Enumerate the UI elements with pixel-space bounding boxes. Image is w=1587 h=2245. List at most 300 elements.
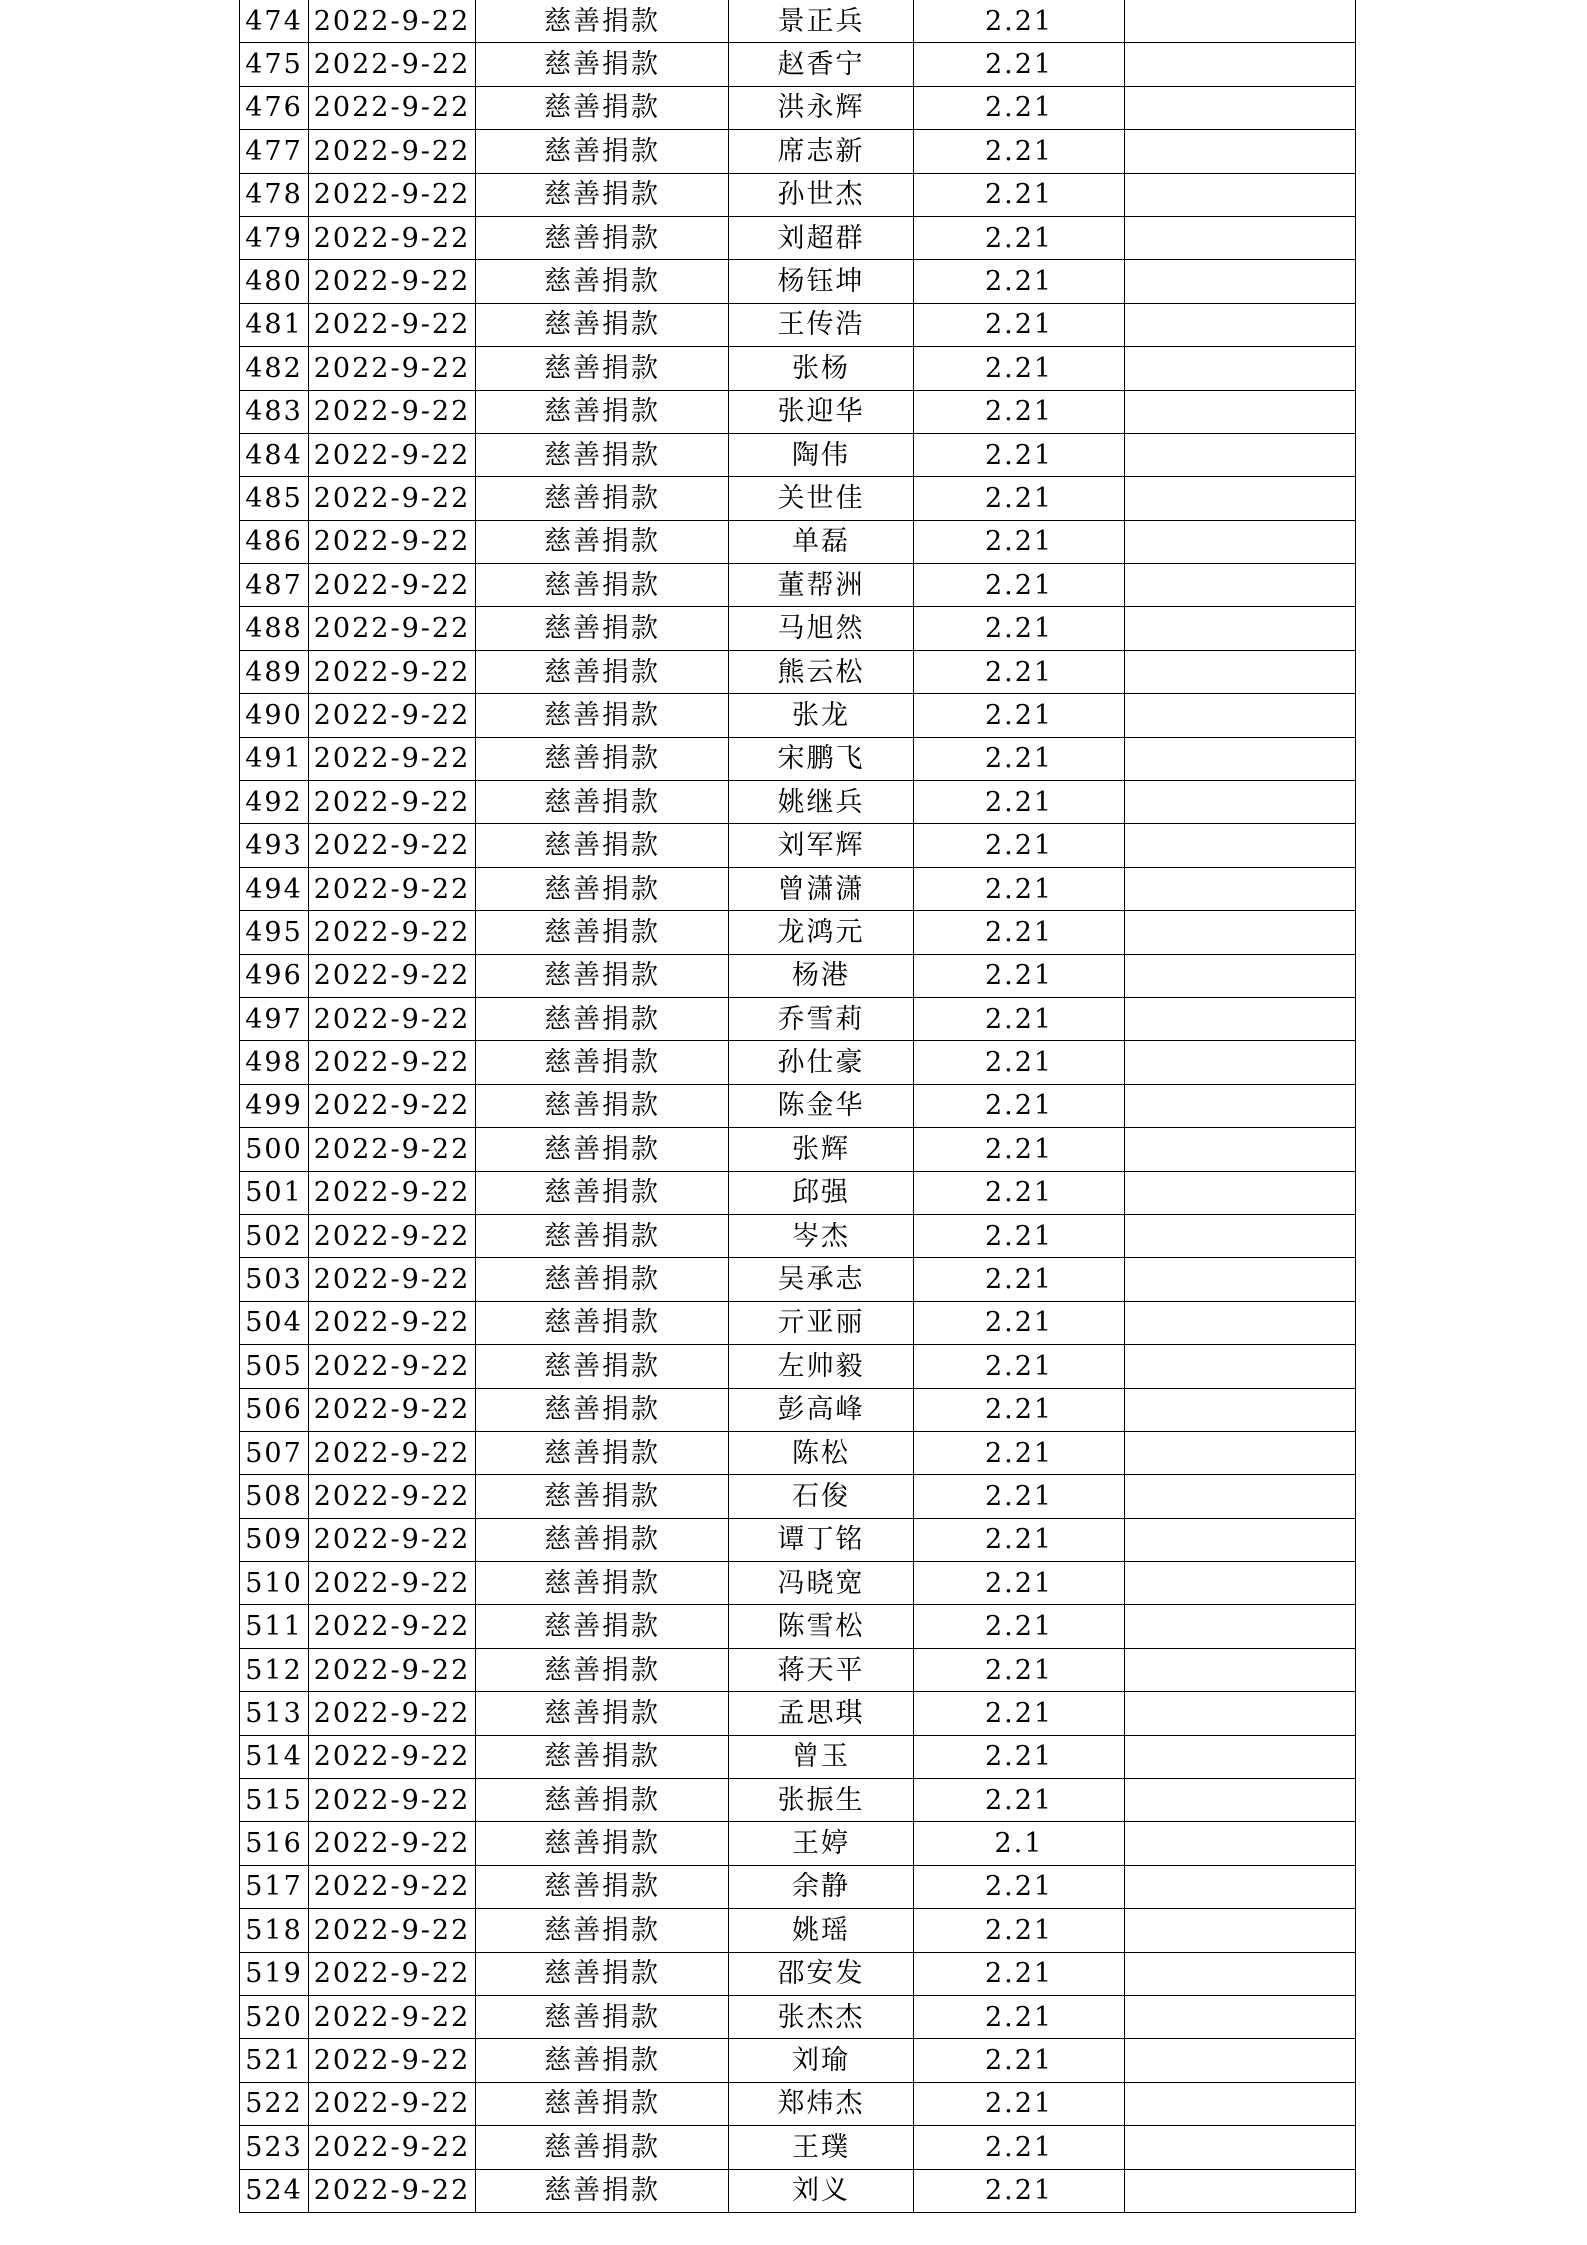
date-cell: 2022-9-22 [309,2126,476,2169]
row-number-cell: 479 [240,216,309,259]
date-cell: 2022-9-22 [309,1258,476,1301]
type-cell: 慈善捐款 [476,650,729,693]
type-cell: 慈善捐款 [476,737,729,780]
donor-name-cell: 孙仕豪 [729,1041,914,1084]
date-cell: 2022-9-22 [309,1909,476,1952]
date-cell: 2022-9-22 [309,1779,476,1822]
donor-name-cell: 邱强 [729,1171,914,1214]
type-cell: 慈善捐款 [476,2126,729,2169]
table-row [240,2039,1356,2082]
table-row [240,1995,1356,2038]
table-row [240,1518,1356,1561]
note-cell [1125,2126,1356,2169]
table-row [240,781,1356,824]
note-cell [1125,433,1356,476]
table-row [240,564,1356,607]
row-number-cell: 476 [240,86,309,129]
donor-name-cell: 刘超群 [729,216,914,259]
donor-name-cell: 曾玉 [729,1735,914,1778]
type-cell: 慈善捐款 [476,2169,729,2212]
row-number-cell: 492 [240,781,309,824]
type-cell: 慈善捐款 [476,1128,729,1171]
type-cell: 慈善捐款 [476,130,729,173]
note-cell [1125,520,1356,563]
row-number-cell: 483 [240,390,309,433]
table-row [240,737,1356,780]
row-number-cell: 521 [240,2039,309,2082]
donor-name-cell: 赵香宁 [729,43,914,86]
table-row [240,1084,1356,1127]
table-row [240,1431,1356,1474]
amount-cell: 2.21 [914,1562,1125,1605]
note-cell [1125,2082,1356,2125]
table-row [240,0,1356,43]
date-cell: 2022-9-22 [309,1301,476,1344]
table-row [240,130,1356,173]
amount-cell: 2.21 [914,1041,1125,1084]
date-cell: 2022-9-22 [309,911,476,954]
row-number-cell: 516 [240,1822,309,1865]
donor-name-cell: 景正兵 [729,0,914,43]
table-row [240,1562,1356,1605]
table-row [240,1128,1356,1171]
donor-name-cell: 席志新 [729,130,914,173]
row-number-cell: 497 [240,997,309,1040]
type-cell: 慈善捐款 [476,433,729,476]
table-row [240,954,1356,997]
donor-name-cell: 岑杰 [729,1214,914,1257]
donor-name-cell: 洪永辉 [729,86,914,129]
date-cell: 2022-9-22 [309,1041,476,1084]
date-cell: 2022-9-22 [309,130,476,173]
type-cell: 慈善捐款 [476,303,729,346]
row-number-cell: 506 [240,1388,309,1431]
table-row [240,607,1356,650]
donor-name-cell: 刘义 [729,2169,914,2212]
row-number-cell: 485 [240,477,309,520]
row-number-cell: 503 [240,1258,309,1301]
table-row [240,824,1356,867]
type-cell: 慈善捐款 [476,1171,729,1214]
amount-cell: 2.21 [914,433,1125,476]
row-number-cell: 495 [240,911,309,954]
table-row [240,867,1356,910]
row-number-cell: 523 [240,2126,309,2169]
donor-name-cell: 孟思琪 [729,1692,914,1735]
amount-cell: 2.21 [914,997,1125,1040]
amount-cell: 2.21 [914,347,1125,390]
note-cell [1125,347,1356,390]
row-number-cell: 512 [240,1648,309,1691]
type-cell: 慈善捐款 [476,173,729,216]
table-row [240,694,1356,737]
amount-cell: 2.21 [914,824,1125,867]
table-row [240,1214,1356,1257]
note-cell [1125,1605,1356,1648]
row-number-cell: 482 [240,347,309,390]
table-row [240,390,1356,433]
table-row [240,477,1356,520]
date-cell: 2022-9-22 [309,0,476,43]
note-cell [1125,390,1356,433]
row-number-cell: 499 [240,1084,309,1127]
amount-cell: 2.21 [914,130,1125,173]
type-cell: 慈善捐款 [476,1995,729,2038]
row-number-cell: 500 [240,1128,309,1171]
date-cell: 2022-9-22 [309,86,476,129]
date-cell: 2022-9-22 [309,1995,476,2038]
amount-cell: 2.21 [914,0,1125,43]
donation-table-body [240,0,1356,2212]
row-number-cell: 501 [240,1171,309,1214]
type-cell: 慈善捐款 [476,911,729,954]
note-cell [1125,1692,1356,1735]
note-cell [1125,0,1356,43]
type-cell: 慈善捐款 [476,1388,729,1431]
amount-cell: 2.21 [914,1909,1125,1952]
donor-name-cell: 关世佳 [729,477,914,520]
date-cell: 2022-9-22 [309,607,476,650]
table-row [240,2082,1356,2125]
amount-cell: 2.21 [914,260,1125,303]
note-cell [1125,1214,1356,1257]
date-cell: 2022-9-22 [309,1822,476,1865]
type-cell: 慈善捐款 [476,1822,729,1865]
donor-name-cell: 陈金华 [729,1084,914,1127]
amount-cell: 2.21 [914,216,1125,259]
type-cell: 慈善捐款 [476,1692,729,1735]
amount-cell: 2.21 [914,1995,1125,2038]
amount-cell: 2.21 [914,1128,1125,1171]
amount-cell: 2.21 [914,1258,1125,1301]
amount-cell: 2.21 [914,867,1125,910]
amount-cell: 2.21 [914,86,1125,129]
type-cell: 慈善捐款 [476,997,729,1040]
type-cell: 慈善捐款 [476,0,729,43]
row-number-cell: 481 [240,303,309,346]
date-cell: 2022-9-22 [309,303,476,346]
type-cell: 慈善捐款 [476,347,729,390]
date-cell: 2022-9-22 [309,1518,476,1561]
note-cell [1125,911,1356,954]
donor-name-cell: 王婷 [729,1822,914,1865]
type-cell: 慈善捐款 [476,1865,729,1908]
table-row [240,43,1356,86]
type-cell: 慈善捐款 [476,1518,729,1561]
type-cell: 慈善捐款 [476,1084,729,1127]
type-cell: 慈善捐款 [476,1301,729,1344]
type-cell: 慈善捐款 [476,1735,729,1778]
donor-name-cell: 余静 [729,1865,914,1908]
note-cell [1125,1041,1356,1084]
note-cell [1125,1562,1356,1605]
type-cell: 慈善捐款 [476,1562,729,1605]
amount-cell: 2.21 [914,2126,1125,2169]
row-number-cell: 474 [240,0,309,43]
date-cell: 2022-9-22 [309,173,476,216]
row-number-cell: 505 [240,1345,309,1388]
table-row [240,433,1356,476]
row-number-cell: 509 [240,1518,309,1561]
date-cell: 2022-9-22 [309,997,476,1040]
amount-cell: 2.21 [914,694,1125,737]
donor-name-cell: 陶伟 [729,433,914,476]
row-number-cell: 511 [240,1605,309,1648]
amount-cell: 2.21 [914,1692,1125,1735]
table-row [240,1952,1356,1995]
type-cell: 慈善捐款 [476,564,729,607]
table-row [240,1345,1356,1388]
amount-cell: 2.1 [914,1822,1125,1865]
table-row [240,1865,1356,1908]
note-cell [1125,1995,1356,2038]
note-cell [1125,694,1356,737]
row-number-cell: 517 [240,1865,309,1908]
amount-cell: 2.21 [914,1865,1125,1908]
donor-name-cell: 吴承志 [729,1258,914,1301]
amount-cell: 2.21 [914,1735,1125,1778]
date-cell: 2022-9-22 [309,650,476,693]
donor-name-cell: 亓亚丽 [729,1301,914,1344]
donor-name-cell: 张迎华 [729,390,914,433]
table-row [240,260,1356,303]
row-number-cell: 490 [240,694,309,737]
date-cell: 2022-9-22 [309,1735,476,1778]
donor-name-cell: 邵安发 [729,1952,914,1995]
type-cell: 慈善捐款 [476,1909,729,1952]
date-cell: 2022-9-22 [309,1648,476,1691]
date-cell: 2022-9-22 [309,1214,476,1257]
table-row [240,173,1356,216]
donor-name-cell: 杨港 [729,954,914,997]
date-cell: 2022-9-22 [309,1431,476,1474]
row-number-cell: 477 [240,130,309,173]
date-cell: 2022-9-22 [309,1562,476,1605]
donor-name-cell: 郑炜杰 [729,2082,914,2125]
date-cell: 2022-9-22 [309,1345,476,1388]
donor-name-cell: 王传浩 [729,303,914,346]
amount-cell: 2.21 [914,1952,1125,1995]
row-number-cell: 519 [240,1952,309,1995]
type-cell: 慈善捐款 [476,43,729,86]
table-row [240,216,1356,259]
amount-cell: 2.21 [914,1779,1125,1822]
amount-cell: 2.21 [914,1301,1125,1344]
donor-name-cell: 陈雪松 [729,1605,914,1648]
type-cell: 慈善捐款 [476,1041,729,1084]
type-cell: 慈善捐款 [476,1258,729,1301]
date-cell: 2022-9-22 [309,260,476,303]
amount-cell: 2.21 [914,1648,1125,1691]
amount-cell: 2.21 [914,303,1125,346]
date-cell: 2022-9-22 [309,2082,476,2125]
note-cell [1125,1822,1356,1865]
note-cell [1125,216,1356,259]
donor-name-cell: 曾潇潇 [729,867,914,910]
date-cell: 2022-9-22 [309,1952,476,1995]
table-row [240,1822,1356,1865]
note-cell [1125,997,1356,1040]
note-cell [1125,1865,1356,1908]
donor-name-cell: 单磊 [729,520,914,563]
amount-cell: 2.21 [914,2169,1125,2212]
table-row [240,650,1356,693]
date-cell: 2022-9-22 [309,1084,476,1127]
note-cell [1125,173,1356,216]
amount-cell: 2.21 [914,607,1125,650]
note-cell [1125,86,1356,129]
date-cell: 2022-9-22 [309,2169,476,2212]
note-cell [1125,43,1356,86]
type-cell: 慈善捐款 [476,781,729,824]
amount-cell: 2.21 [914,1605,1125,1648]
note-cell [1125,1779,1356,1822]
table-row [240,1909,1356,1952]
row-number-cell: 475 [240,43,309,86]
type-cell: 慈善捐款 [476,1431,729,1474]
donor-name-cell: 陈松 [729,1431,914,1474]
note-cell [1125,1171,1356,1214]
date-cell: 2022-9-22 [309,1171,476,1214]
type-cell: 慈善捐款 [476,477,729,520]
note-cell [1125,1128,1356,1171]
note-cell [1125,1301,1356,1344]
date-cell: 2022-9-22 [309,1605,476,1648]
table-row [240,1779,1356,1822]
type-cell: 慈善捐款 [476,1214,729,1257]
donor-name-cell: 姚瑶 [729,1909,914,1952]
table-row [240,347,1356,390]
row-number-cell: 491 [240,737,309,780]
type-cell: 慈善捐款 [476,954,729,997]
donor-name-cell: 冯晓宽 [729,1562,914,1605]
amount-cell: 2.21 [914,650,1125,693]
amount-cell: 2.21 [914,737,1125,780]
type-cell: 慈善捐款 [476,1952,729,1995]
table-row [240,911,1356,954]
date-cell: 2022-9-22 [309,1128,476,1171]
table-row [240,1171,1356,1214]
note-cell [1125,1648,1356,1691]
donor-name-cell: 宋鹏飞 [729,737,914,780]
donor-name-cell: 熊云松 [729,650,914,693]
table-row [240,1692,1356,1735]
donor-name-cell: 乔雪莉 [729,997,914,1040]
row-number-cell: 515 [240,1779,309,1822]
note-cell [1125,303,1356,346]
row-number-cell: 502 [240,1214,309,1257]
date-cell: 2022-9-22 [309,1865,476,1908]
type-cell: 慈善捐款 [476,867,729,910]
date-cell: 2022-9-22 [309,2039,476,2082]
type-cell: 慈善捐款 [476,1475,729,1518]
date-cell: 2022-9-22 [309,824,476,867]
row-number-cell: 480 [240,260,309,303]
date-cell: 2022-9-22 [309,954,476,997]
note-cell [1125,824,1356,867]
date-cell: 2022-9-22 [309,1475,476,1518]
type-cell: 慈善捐款 [476,1648,729,1691]
donor-name-cell: 张辉 [729,1128,914,1171]
amount-cell: 2.21 [914,911,1125,954]
donor-name-cell: 姚继兵 [729,781,914,824]
amount-cell: 2.21 [914,2082,1125,2125]
table-row [240,997,1356,1040]
type-cell: 慈善捐款 [476,1605,729,1648]
table-row [240,2169,1356,2212]
row-number-cell: 498 [240,1041,309,1084]
table-row [240,1475,1356,1518]
date-cell: 2022-9-22 [309,433,476,476]
note-cell [1125,564,1356,607]
table-row [240,1388,1356,1431]
donation-table [239,0,1356,2213]
row-number-cell: 494 [240,867,309,910]
row-number-cell: 520 [240,1995,309,2038]
amount-cell: 2.21 [914,1388,1125,1431]
amount-cell: 2.21 [914,781,1125,824]
note-cell [1125,650,1356,693]
note-cell [1125,1345,1356,1388]
type-cell: 慈善捐款 [476,1779,729,1822]
note-cell [1125,867,1356,910]
amount-cell: 2.21 [914,1345,1125,1388]
date-cell: 2022-9-22 [309,520,476,563]
date-cell: 2022-9-22 [309,1692,476,1735]
amount-cell: 2.21 [914,390,1125,433]
table-row [240,1605,1356,1648]
type-cell: 慈善捐款 [476,520,729,563]
donor-name-cell: 孙世杰 [729,173,914,216]
table-row [240,1648,1356,1691]
note-cell [1125,1388,1356,1431]
table-row [240,1041,1356,1084]
donor-name-cell: 张杰杰 [729,1995,914,2038]
type-cell: 慈善捐款 [476,260,729,303]
type-cell: 慈善捐款 [476,86,729,129]
table-row [240,1258,1356,1301]
donor-name-cell: 王璞 [729,2126,914,2169]
table-row [240,86,1356,129]
donor-name-cell: 龙鸿元 [729,911,914,954]
row-number-cell: 488 [240,607,309,650]
date-cell: 2022-9-22 [309,477,476,520]
table-row [240,520,1356,563]
date-cell: 2022-9-22 [309,347,476,390]
date-cell: 2022-9-22 [309,737,476,780]
amount-cell: 2.21 [914,520,1125,563]
amount-cell: 2.21 [914,954,1125,997]
type-cell: 慈善捐款 [476,2082,729,2125]
type-cell: 慈善捐款 [476,2039,729,2082]
note-cell [1125,1952,1356,1995]
amount-cell: 2.21 [914,1084,1125,1127]
note-cell [1125,1084,1356,1127]
note-cell [1125,2039,1356,2082]
row-number-cell: 504 [240,1301,309,1344]
note-cell [1125,737,1356,780]
row-number-cell: 508 [240,1475,309,1518]
amount-cell: 2.21 [914,477,1125,520]
donor-name-cell: 张杨 [729,347,914,390]
donor-name-cell: 马旭然 [729,607,914,650]
row-number-cell: 513 [240,1692,309,1735]
donor-name-cell: 张龙 [729,694,914,737]
row-number-cell: 524 [240,2169,309,2212]
note-cell [1125,477,1356,520]
amount-cell: 2.21 [914,564,1125,607]
date-cell: 2022-9-22 [309,781,476,824]
